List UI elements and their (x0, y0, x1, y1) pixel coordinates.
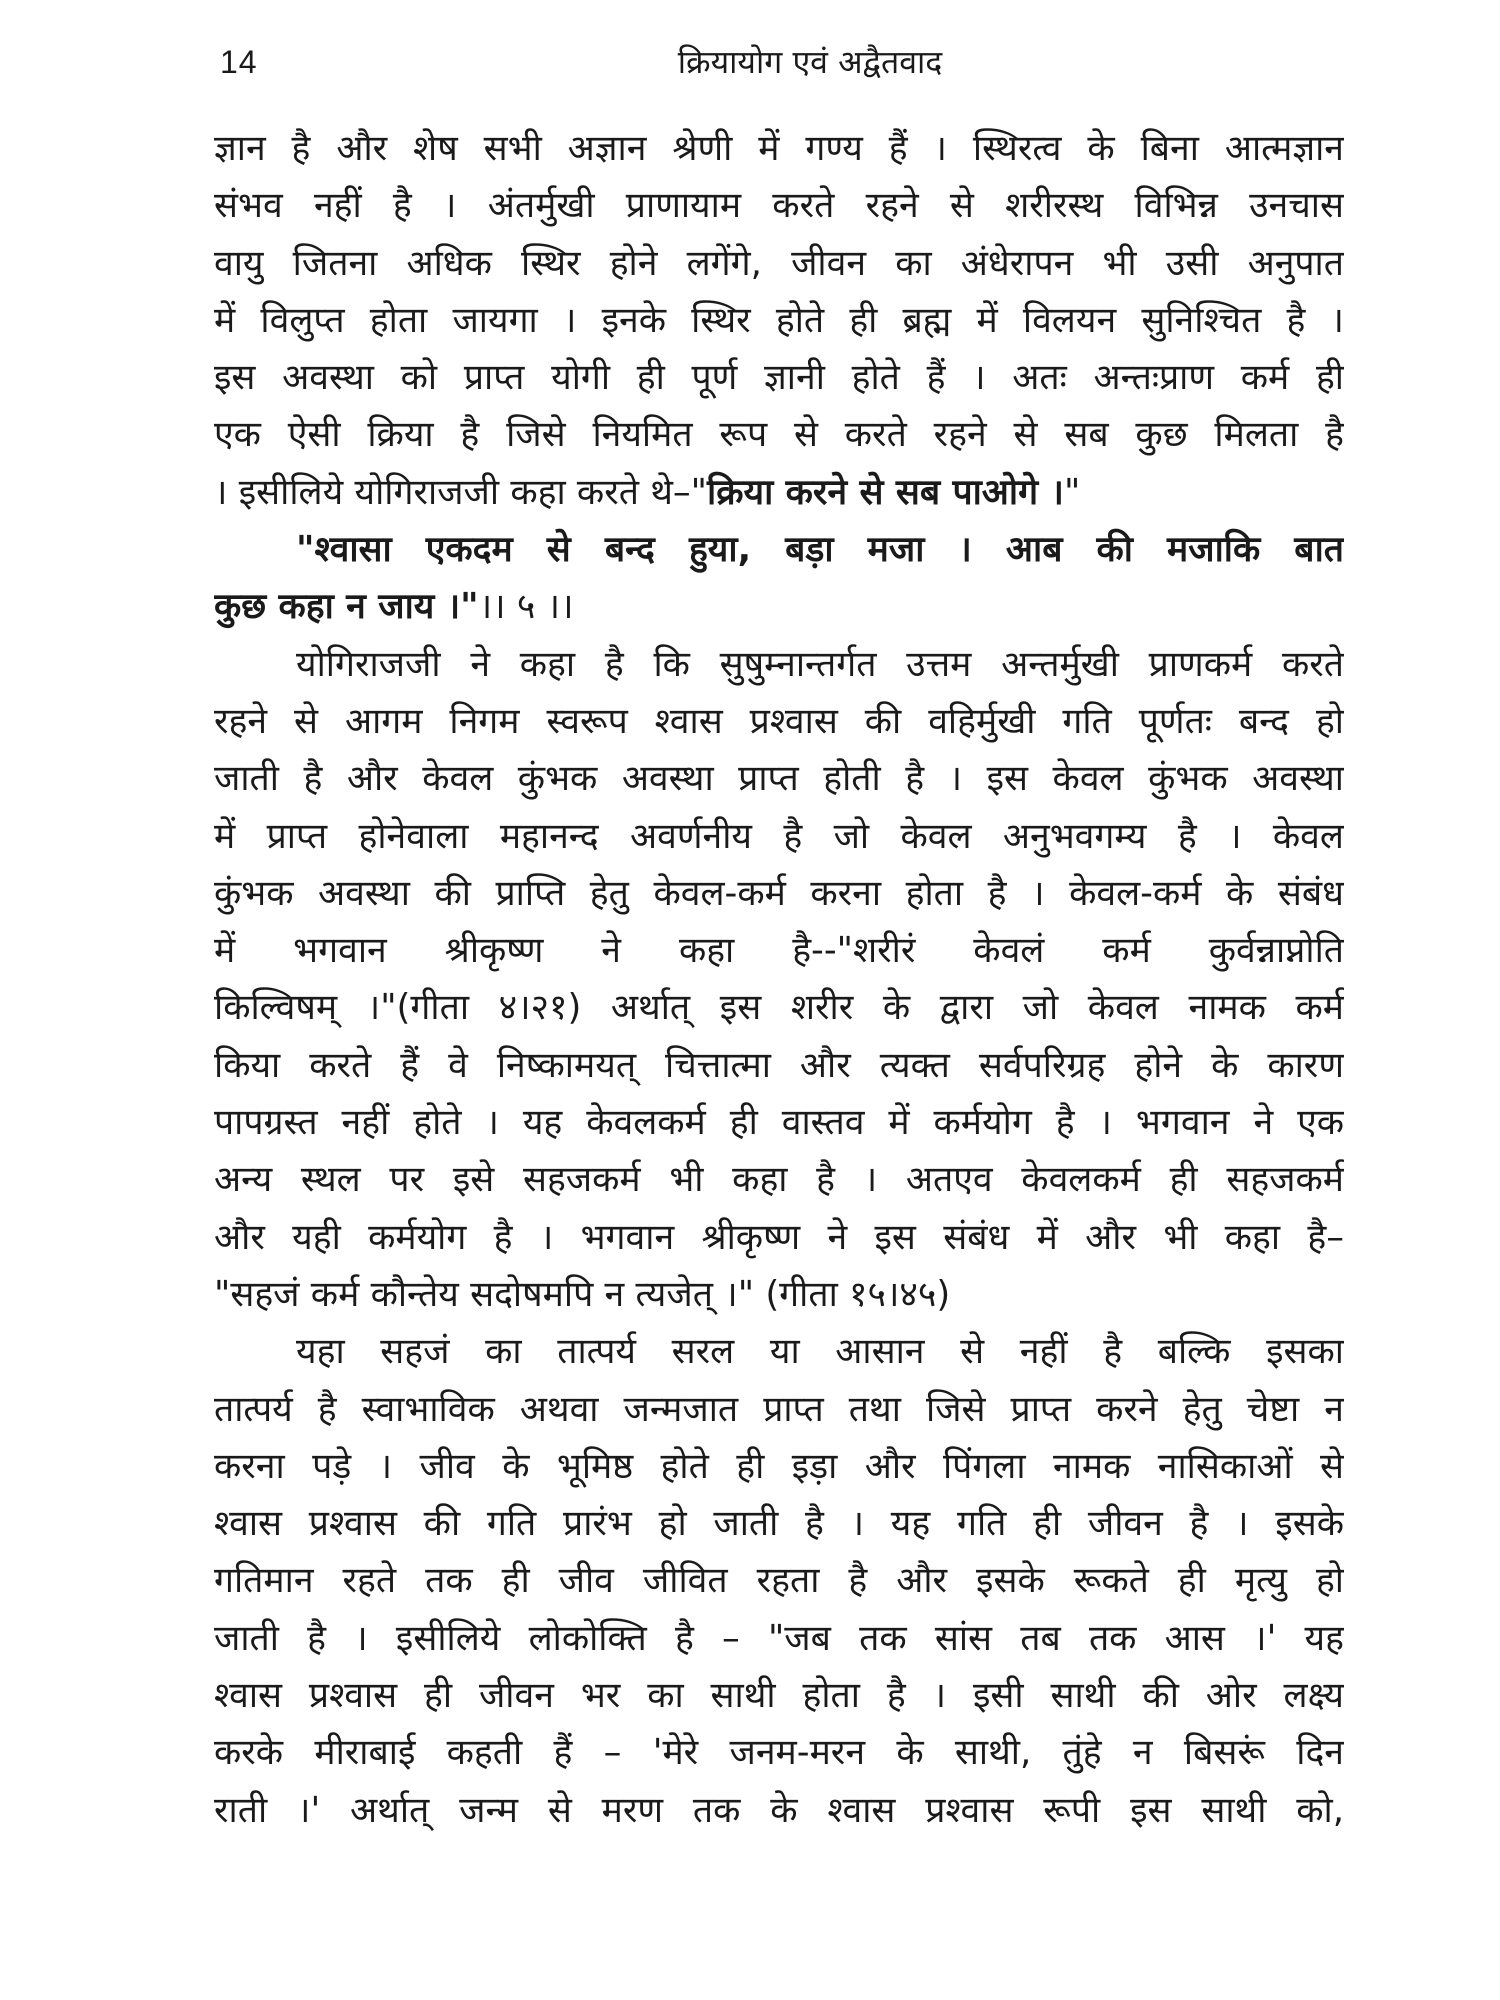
text-line (214, 235, 1344, 292)
text-line-content: तात्पर्य है स्वाभाविक अथवा जन्मजात प्राप्त तथा जिसे प्राप्त करने हेतु चेष्टा न (214, 1388, 1344, 1430)
text-line (214, 922, 1344, 979)
text-line-content: एक ऐसी क्रिया है जिसे नियमित रूप से करते रहने से सब कुछ मिलता है (214, 414, 1344, 456)
text-line (214, 1381, 1344, 1438)
text-line-content: करके मीराबाई कहती हैं – 'मेरे जनम-मरन के साथी, तुंहे न बिसरूं दिन (214, 1732, 1344, 1774)
text-line (214, 1266, 1344, 1323)
text-line-content: संभव नहीं है । अंतर्मुखी प्राणायाम करते रहने से शरीरस्थ विभिन्न उनचास (214, 185, 1344, 227)
text-line-content: किया करते हैं वे निष्कामयत् चित्तात्मा और त्यक्त सर्वपरिग्रह होने के कारण (214, 1044, 1344, 1086)
bold-quote: क्रिया करने से सब पाओगे । (707, 471, 1064, 513)
text-line-content: अन्य स्थल पर इसे सहजकर्म भी कहा है । अतएव केवलकर्म ही सहजकर्म (214, 1159, 1344, 1201)
text-line (214, 1495, 1344, 1552)
text-line-tail: ।। ५ ।। (478, 586, 574, 628)
text-line-content: श्वास प्रश्वास ही जीवन भर का साथी होता है । इसी साथी की ओर लक्ष्य (214, 1675, 1344, 1717)
text-line-content: यहा सहजं का तात्पर्य सरल या आसान से नहीं है बल्कि इसका (296, 1331, 1344, 1373)
text-line (214, 521, 1344, 578)
text-line (214, 865, 1344, 922)
text-line (214, 1667, 1344, 1724)
text-line (214, 1151, 1344, 1208)
text-line-content: में विलुप्त होता जायगा । इनके स्थिर होते ही ब्रह्म में विलयन सुनिश्चित है । (214, 299, 1344, 341)
text-line (214, 979, 1344, 1036)
text-line (214, 578, 1344, 635)
text-line-content: योगिराजजी ने कहा है कि सुषुम्नान्तर्गत उत्तम अन्तर्मुखी प्राणकर्म करते (296, 643, 1344, 685)
text-line-content: गतिमान रहते तक ही जीव जीवित रहता है और इसके रूकते ही मृत्यु हो (214, 1560, 1344, 1602)
text-line-content: इस अवस्था को प्राप्त योगी ही पूर्ण ज्ञानी होते हैं । अतः अन्तःप्राण कर्म ही (214, 357, 1344, 399)
text-line-content: ज्ञान है और शेष सभी अज्ञान श्रेणी में गण्य हैं । स्थिरत्व के बिना आत्मज्ञान (214, 128, 1344, 169)
page-number: 14 (220, 44, 258, 80)
text-line (214, 1037, 1344, 1094)
text-line-content: और यही कर्मयोग है । भगवान श्रीकृष्ण ने इस संबंध में और भी कहा है– (214, 1216, 1344, 1258)
text-line-content: में भगवान श्रीकृष्ण ने कहा है--"शरीरं केवलं कर्म कुर्वन्नाप्नोति (214, 930, 1344, 972)
page-header (0, 38, 1500, 98)
text-line (214, 1209, 1344, 1266)
text-line (214, 1610, 1344, 1667)
text-line-content: रहने से आगम निगम स्वरूप श्वास प्रश्वास की वहिर्मुखी गति पूर्णतः बन्द हो (214, 700, 1344, 742)
text-line-content: कुछ कहा न जाय ।" (214, 586, 479, 628)
text-line (214, 1552, 1344, 1609)
text-line (214, 1323, 1344, 1380)
text-line-content: जाती है और केवल कुंभक अवस्था प्राप्त होती है । इस केवल कुंभक अवस्था (214, 758, 1344, 800)
text-line (214, 349, 1344, 406)
body-text (214, 120, 1344, 1839)
text-line (214, 636, 1344, 693)
text-line (214, 750, 1344, 807)
text-line (214, 406, 1344, 463)
text-line (214, 1782, 1344, 1839)
text-line-content: "सहजं कर्म कौन्तेय सदोषमपि न त्यजेत् ।" (गीता १५।४५) (214, 1273, 951, 1315)
text-line-content: श्वास प्रश्वास की गति प्रारंभ हो जाती है । यह गति ही जीवन है । इसके (214, 1503, 1344, 1545)
text-line-content: कुंभक अवस्था की प्राप्ति हेतु केवल-कर्म करना होता है । केवल-कर्म के संबंध (214, 872, 1344, 914)
text-line-content: जाती है । इसीलिये लोकोक्ति है – "जब तक सांस तब तक आस ।' यह (214, 1617, 1344, 1659)
text-line-content: "श्वासा एकदम से बन्द हुया, बड़ा मजा । आब की मजाकि बात (296, 529, 1344, 571)
text-line-content: किल्विषम् ।"(गीता ४।२१) अर्थात् इस शरीर के द्वारा जो केवल नामक कर्म (214, 987, 1344, 1029)
text-line-content: वायु जितना अधिक स्थिर होने लगेंगे, जीवन का अंधेरापन भी उसी अनुपात (214, 242, 1344, 284)
text-line-content: । इसीलिये योगिराजजी कहा करते थे–" (214, 471, 708, 513)
text-line (214, 1094, 1344, 1151)
text-line-tail: " (1063, 471, 1081, 513)
running-title: क्रियायोग एवं अद्वैतवाद (677, 43, 943, 81)
text-line-content: राती ।' अर्थात् जन्म से मरण तक के श्वास प्रश्वास रूपी इस साथी को, (214, 1789, 1344, 1831)
text-line (214, 1724, 1344, 1781)
text-line (214, 120, 1344, 177)
text-line (214, 1438, 1344, 1495)
text-line (214, 292, 1344, 349)
text-line (214, 177, 1344, 234)
text-line-content: करना पड़े । जीव के भूमिष्ठ होते ही इड़ा और पिंगला नामक नासिकाओं से (214, 1445, 1344, 1487)
text-line (214, 693, 1344, 750)
text-line-content: में प्राप्त होनेवाला महानन्द अवर्णनीय है जो केवल अनुभवगम्य है । केवल (214, 815, 1344, 857)
text-line (214, 464, 1344, 521)
text-line-content: पापग्रस्त नहीं होते । यह केवलकर्म ही वास्तव में कर्मयोग है । भगवान ने एक (214, 1102, 1344, 1144)
text-line (214, 808, 1344, 865)
